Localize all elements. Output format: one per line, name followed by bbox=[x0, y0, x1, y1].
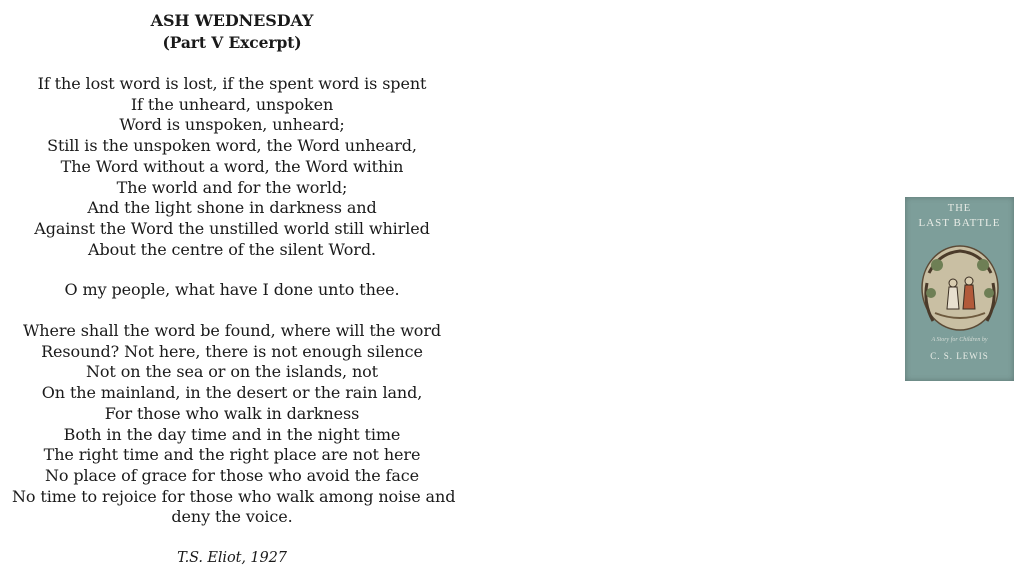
poem-line: On the mainland, in the desert or the rain land, bbox=[41, 383, 423, 403]
book-cover-image bbox=[905, 197, 1014, 381]
poem-line: For those who walk in darkness bbox=[104, 403, 360, 423]
poem-block bbox=[12, 10, 456, 569]
stanza-2 bbox=[12, 280, 452, 301]
poem-line: If the unheard, unspoken bbox=[130, 94, 334, 114]
poem-line: No place of grace for those who avoid the face bbox=[44, 465, 420, 485]
poem-line: Not on the sea or on the islands, not bbox=[85, 362, 379, 382]
poem-attribution: T.S. Eliot, 1927 bbox=[177, 550, 287, 567]
poem-line: Where shall the word be found, where will the word bbox=[22, 321, 442, 341]
poem-line: The world and for the world; bbox=[116, 177, 348, 197]
poem-title: ASH WEDNESDAY bbox=[150, 11, 314, 30]
cover-title-line-2: LAST BATTLE bbox=[918, 217, 1001, 229]
poem-line: No time to rejoice for those who walk among noise and bbox=[12, 486, 456, 506]
poem-line: O my people, what have I done unto thee. bbox=[64, 280, 400, 300]
spacer bbox=[12, 54, 452, 74]
poem-line: Still is the unspoken word, the Word unheard, bbox=[47, 136, 417, 156]
cover-title-line-1: THE bbox=[947, 203, 972, 214]
poem-line: And the light shone in darkness and bbox=[87, 198, 377, 218]
cover-illustration-icon bbox=[919, 243, 1001, 333]
poem-line: About the centre of the silent Word. bbox=[88, 239, 376, 259]
stanza-1 bbox=[12, 74, 452, 260]
cover-author: C. S. LEWIS bbox=[930, 351, 989, 361]
spacer bbox=[12, 260, 452, 280]
stanza-3 bbox=[12, 321, 456, 528]
poem-line: The right time and the right place are not here bbox=[43, 445, 421, 465]
poem-line: If the lost word is lost, if the spent word is spent bbox=[37, 74, 427, 93]
poem-line: Word is unspoken, unheard; bbox=[119, 115, 345, 135]
poem-line: Resound? Not here, there is not enough silence bbox=[41, 341, 423, 361]
cover-tagline: A Story for Children by bbox=[931, 337, 988, 343]
poem-line: deny the voice. bbox=[171, 507, 293, 527]
poem-line: The Word without a word, the Word within bbox=[60, 156, 404, 176]
poem-line: Both in the day time and in the night time bbox=[63, 424, 401, 444]
spacer bbox=[12, 301, 452, 321]
poem-line: Against the Word the unstilled world still whirled bbox=[34, 218, 430, 238]
poem-subtitle: (Part V Excerpt) bbox=[162, 33, 302, 52]
